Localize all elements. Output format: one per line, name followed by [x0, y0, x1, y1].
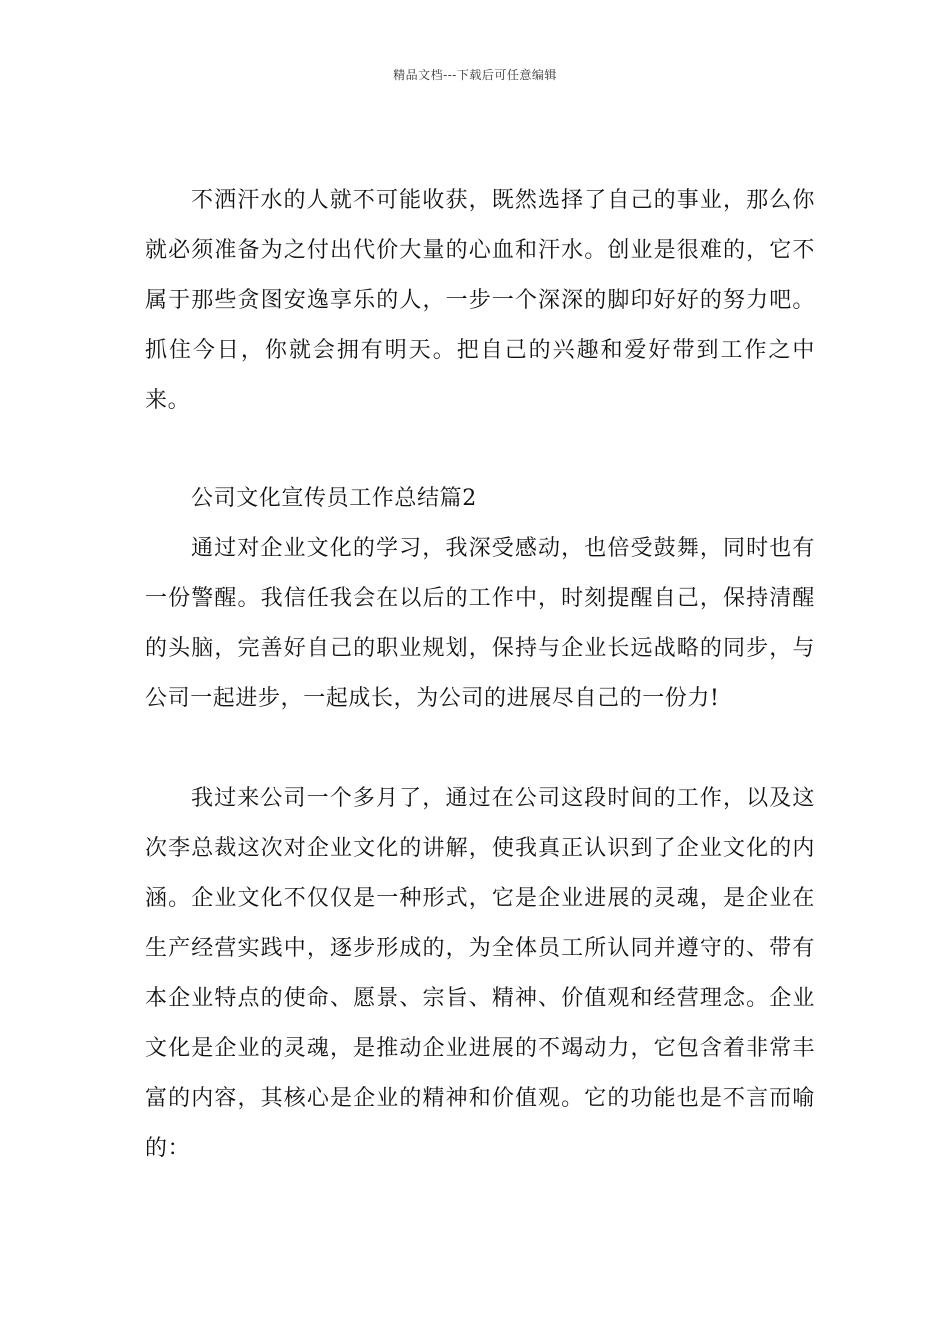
- paragraph-2: 通过对企业文化的学习，我深受感动，也倍受鼓舞，同时也有一份警醒。我信任我会在以后的工作中，时刻提醒自己，保持清醒的头脑，完善好自己的职业规划，保持与企业长远战略的同步，与公司一起进步，一起成长，为公司的进展尽自己的一份力!: [145, 536, 815, 711]
- section-heading: 公司文化宣传员工作总结篇2: [191, 486, 477, 511]
- page-header: 精品文档---下载后可任意编辑: [393, 68, 557, 82]
- paragraph-1: 不洒汗水的人就不可能收获，既然选择了自己的事业，那么你就必须准备为之付出代价大量的心血和汗水。创业是很难的，它不属于那些贪图安逸享乐的人，一步一个深深的脚印好好的努力吧。抓住今日，你就会拥有明天。把自己的兴趣和爱好带到工作之中来。: [145, 188, 815, 413]
- paragraph-3: 我过来公司一个多月了，通过在公司这段时间的工作，以及这次李总裁这次对企业文化的讲解，使我真正认识到了企业文化的内涵。企业文化不仅仅是一种形式，它是企业进展的灵魂，是企业在生产经营实践中，逐步形成的，为全体员工所认同并遵守的、带有本企业特点的使命、愿景、宗旨、精神、价值观和经营理念。企业文化是企业的灵魂，是推动企业进展的不竭动力，它包含着非常丰富的内容，其核心是企业的精神和价值观。它的功能也是不言而喻的：: [145, 786, 815, 1161]
